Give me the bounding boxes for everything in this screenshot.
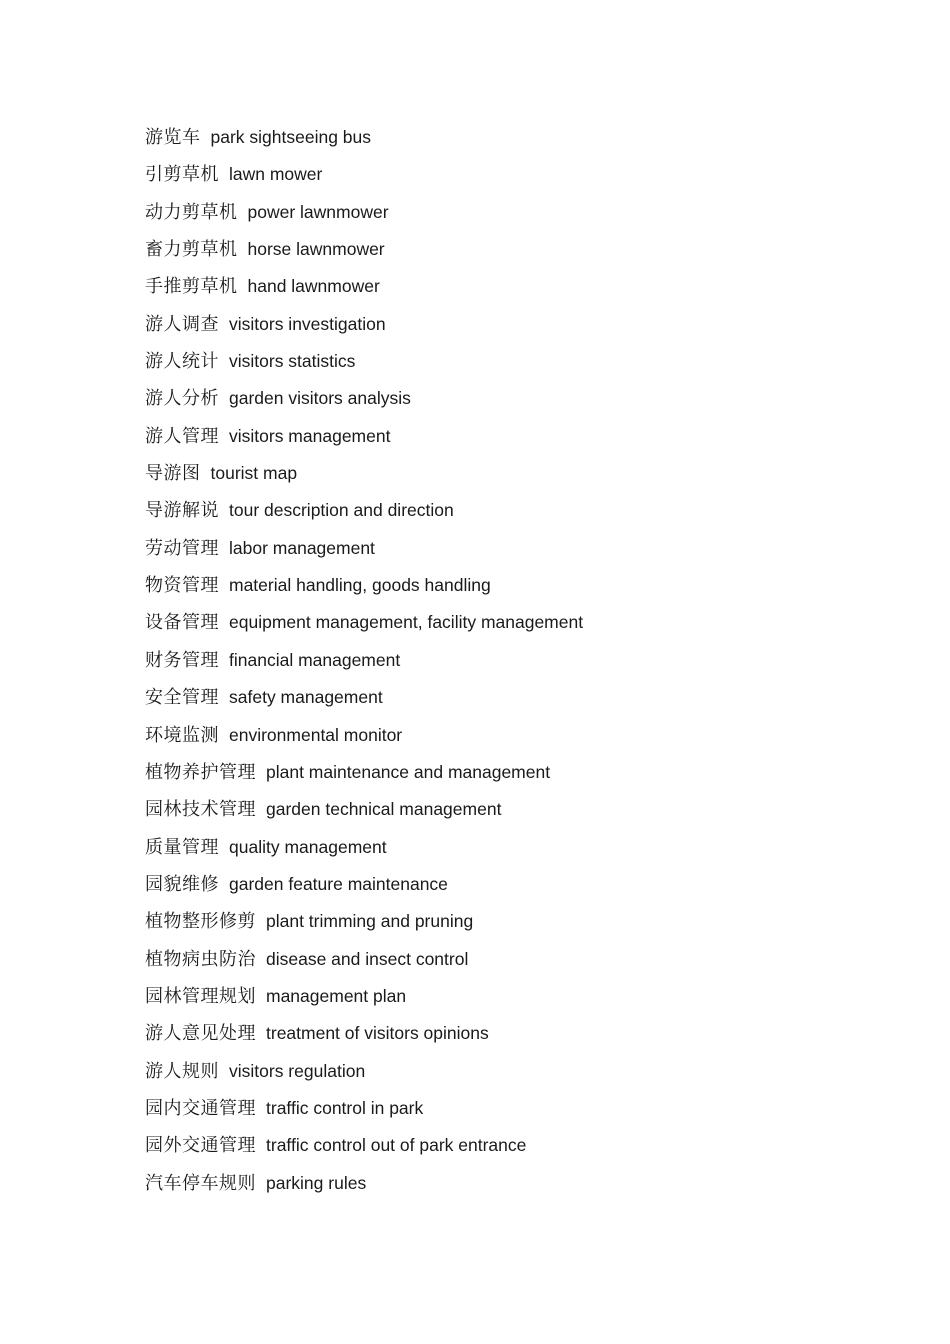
term-chinese: 引剪草机: [145, 164, 219, 186]
term-chinese: 植物养护管理: [145, 761, 256, 783]
term-chinese: 游人调查: [145, 313, 219, 335]
term-chinese: 劳动管理: [145, 537, 219, 559]
term-chinese: 安全管理: [145, 687, 219, 709]
term-english: visitors regulation: [229, 1060, 366, 1081]
glossary-entry: [145, 679, 905, 716]
term-chinese: 园貌维修: [145, 873, 219, 895]
glossary-entry: [145, 903, 905, 940]
term-english: garden technical management: [266, 799, 502, 820]
term-chinese: 导游图: [145, 463, 201, 485]
glossary-entry: [145, 1127, 905, 1164]
term-english: material handling, goods handling: [229, 575, 491, 596]
term-english: lawn mower: [229, 164, 323, 185]
glossary-entry: [145, 1015, 905, 1052]
glossary-entry: [145, 791, 905, 828]
term-english: quality management: [229, 836, 387, 857]
term-english: plant maintenance and management: [266, 761, 551, 782]
term-english: management plan: [266, 985, 407, 1006]
term-english: equipment management, facility management: [229, 612, 584, 633]
term-english: power lawnmower: [247, 201, 389, 222]
term-chinese: 环境监测: [145, 724, 219, 746]
glossary-entry: [145, 866, 905, 903]
glossary-entry: [145, 642, 905, 679]
glossary-entry: [145, 268, 905, 305]
term-english: visitors investigation: [229, 313, 386, 334]
glossary-entry: [145, 231, 905, 268]
term-english: disease and insect control: [266, 948, 469, 969]
glossary-entry: [145, 941, 905, 978]
glossary-entry: [145, 194, 905, 231]
term-chinese: 游人管理: [145, 425, 219, 447]
term-chinese: 汽车停车规则: [145, 1172, 256, 1194]
term-english: plant trimming and pruning: [266, 911, 474, 932]
term-english: environmental monitor: [229, 724, 403, 745]
term-chinese: 财务管理: [145, 649, 219, 671]
term-english: visitors management: [229, 425, 391, 446]
glossary-list: [145, 119, 905, 1202]
term-chinese: 游人规则: [145, 1060, 219, 1082]
term-english: hand lawnmower: [247, 276, 380, 297]
term-chinese: 质量管理: [145, 836, 219, 858]
term-chinese: 动力剪草机: [145, 201, 238, 223]
glossary-entry: [145, 156, 905, 193]
term-chinese: 游人意见处理: [145, 1023, 256, 1045]
glossary-entry: [145, 343, 905, 380]
term-chinese: 园外交通管理: [145, 1135, 256, 1157]
glossary-entry: [145, 530, 905, 567]
term-english: visitors statistics: [229, 351, 356, 372]
term-english: traffic control out of park entrance: [266, 1135, 527, 1156]
term-english: labor management: [229, 537, 375, 558]
glossary-entry: [145, 717, 905, 754]
term-chinese: 畜力剪草机: [145, 239, 238, 261]
term-english: horse lawnmower: [247, 239, 385, 260]
term-chinese: 植物病虫防治: [145, 948, 256, 970]
glossary-entry: [145, 306, 905, 343]
term-chinese: 游人统计: [145, 351, 219, 373]
glossary-entry: [145, 455, 905, 492]
term-english: tourist map: [210, 463, 298, 484]
glossary-entry: [145, 492, 905, 529]
term-chinese: 园林技术管理: [145, 799, 256, 821]
term-english: financial management: [229, 649, 401, 670]
term-english: tour description and direction: [229, 500, 454, 521]
term-chinese: 园林管理规划: [145, 985, 256, 1007]
term-english: treatment of visitors opinions: [266, 1023, 489, 1044]
glossary-entry: [145, 604, 905, 641]
term-chinese: 导游解说: [145, 500, 219, 522]
term-chinese: 游览车: [145, 127, 201, 148]
term-english: park sightseeing bus: [210, 127, 372, 147]
glossary-entry: [145, 1165, 905, 1202]
term-english: parking rules: [266, 1172, 367, 1193]
term-chinese: 园内交通管理: [145, 1097, 256, 1119]
term-chinese: 物资管理: [145, 575, 219, 597]
glossary-entry: [145, 978, 905, 1015]
term-chinese: 植物整形修剪: [145, 911, 256, 933]
glossary-entry: [145, 1053, 905, 1090]
term-english: safety management: [229, 687, 383, 708]
glossary-entry: [145, 418, 905, 455]
term-chinese: 设备管理: [145, 612, 219, 634]
glossary-entry: [145, 1090, 905, 1127]
glossary-entry: [145, 380, 905, 417]
term-english: traffic control in park: [266, 1097, 424, 1118]
term-english: garden feature maintenance: [229, 873, 448, 894]
term-chinese: 游人分析: [145, 388, 219, 410]
glossary-entry: [145, 119, 905, 156]
term-chinese: 手推剪草机: [145, 276, 238, 298]
glossary-entry: [145, 754, 905, 791]
glossary-entry: [145, 829, 905, 866]
term-english: garden visitors analysis: [229, 388, 411, 409]
glossary-entry: [145, 567, 905, 604]
